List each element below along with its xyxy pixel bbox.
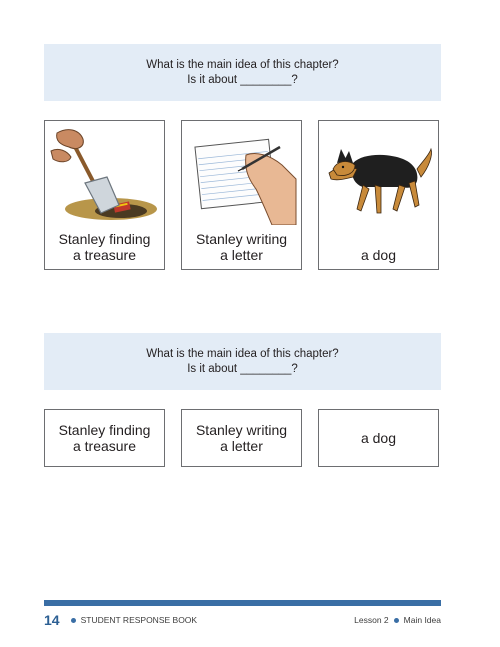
lesson-label: Lesson 2 — [354, 615, 389, 625]
card-label: Stanley writing a letter — [195, 231, 288, 263]
choice-card-treasure[interactable] — [44, 120, 165, 270]
card-label: Stanley finding a treasure — [58, 422, 151, 454]
choice-card-treasure[interactable] — [44, 409, 165, 467]
book-title: STUDENT RESPONSE BOOK — [80, 615, 198, 625]
page-number: 14 — [44, 612, 60, 628]
prompt-question: What is the main idea of this chapter? — [146, 58, 339, 71]
footer-rule — [44, 600, 441, 606]
card-label: Stanley writing a letter — [195, 422, 288, 454]
card-label: a dog — [360, 247, 397, 263]
prompt-question: What is the main idea of this chapter? — [146, 347, 339, 360]
main-idea-prompt — [44, 333, 441, 390]
shovel-treasure-icon — [49, 125, 160, 225]
card-label: a dog — [360, 430, 397, 446]
choice-card-dog[interactable] — [318, 409, 439, 467]
bullet-icon — [71, 618, 76, 623]
page-footer — [44, 612, 441, 628]
choice-card-letter[interactable] — [181, 120, 302, 270]
prompt-blank-line: Is it about ________? — [187, 362, 298, 375]
card-label: Stanley finding a treasure — [58, 231, 151, 263]
hand-writing-letter-icon — [186, 125, 297, 225]
choice-card-letter[interactable] — [181, 409, 302, 467]
bullet-icon — [394, 618, 399, 623]
main-idea-prompt — [44, 44, 441, 101]
lesson-topic: Main Idea — [403, 615, 441, 625]
prompt-blank-line: Is it about ________? — [187, 73, 298, 86]
choice-card-dog[interactable] — [318, 120, 439, 270]
dog-icon — [323, 125, 434, 225]
